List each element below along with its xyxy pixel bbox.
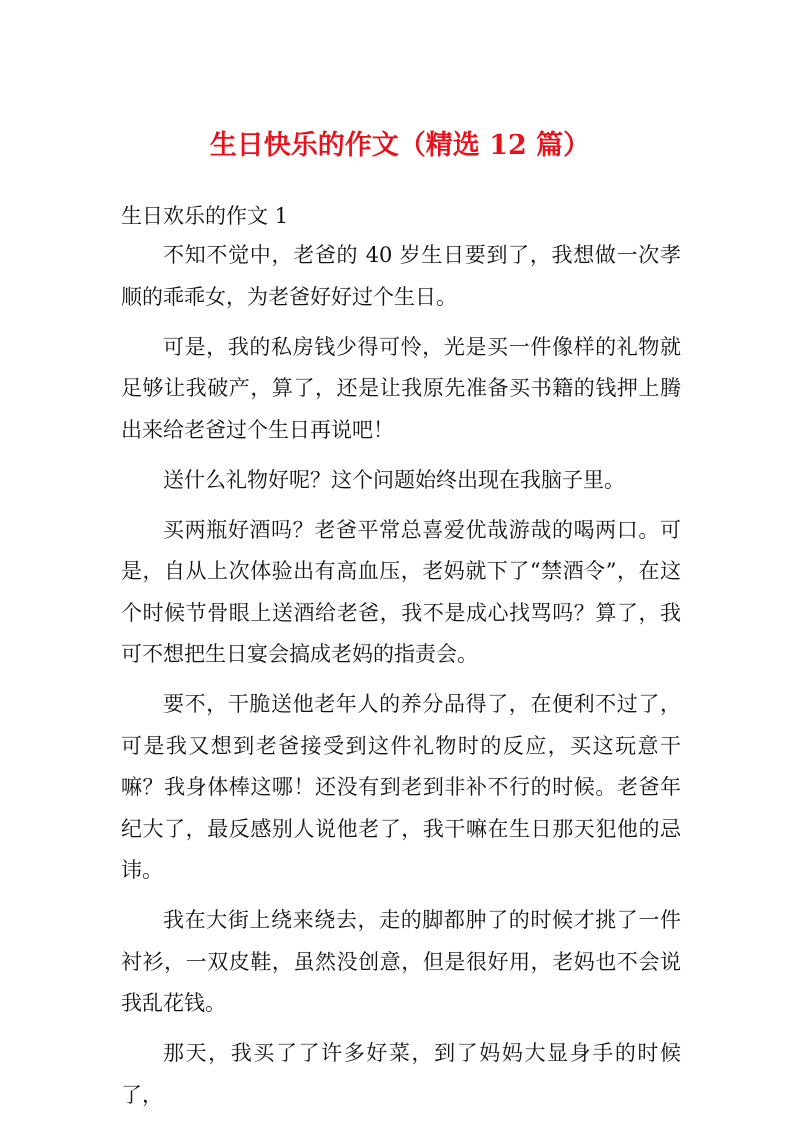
paragraph: 可是，我的私房钱少得可怜，光是买一件像样的礼物就足够让我破产，算了，还是让我原先准备买书籍的钱押上腾出来给老爸过个生日再说吧！ (121, 334, 681, 442)
paragraph: 要不，干脆送他老年人的养分品得了，在便利不过了，可是我又想到老爸接受到这件礼物时的反应，买这玩意干嘛？我身体棒这哪！还没有到老到非补不行的时候。老爸年纪大了，最反感别人说他老了，我干嘛在生日那天犯他的忌讳。 (121, 692, 681, 882)
essay-body (121, 235, 681, 1125)
document-title: 生日快乐的作文（精选 12 篇） (209, 130, 591, 161)
paragraph: 送什么礼物好呢？这个问题始终出现在我脑子里。 (163, 467, 625, 492)
paragraph: 我在大街上绕来绕去，走的脚都肿了的时候才挑了一件衬衫，一双皮鞋，虽然没创意，但是很好用，老妈也不会说我乱花钱。 (121, 908, 681, 1015)
paragraph: 买两瓶好酒吗？老爸平常总喜爱优哉游哉的喝两口。可是，自从上次体验出有高血压，老妈就下了“禁酒令”，在这个时候节骨眼上送酒给老爸，我不是成心找骂吗？算了，我可不想把生日宴会搞成老妈的指责会。 (121, 517, 681, 666)
paragraph: 那天，我买了了许多好菜，到了妈妈大显身手的时候了， (121, 1041, 681, 1107)
paragraph: 不知不觉中，老爸的 40 岁生日要到了，我想做一次孝顺的乖乖女，为老爸好好过个生日。 (121, 243, 681, 309)
section-heading: 生日欢乐的作文 1 (121, 204, 289, 228)
